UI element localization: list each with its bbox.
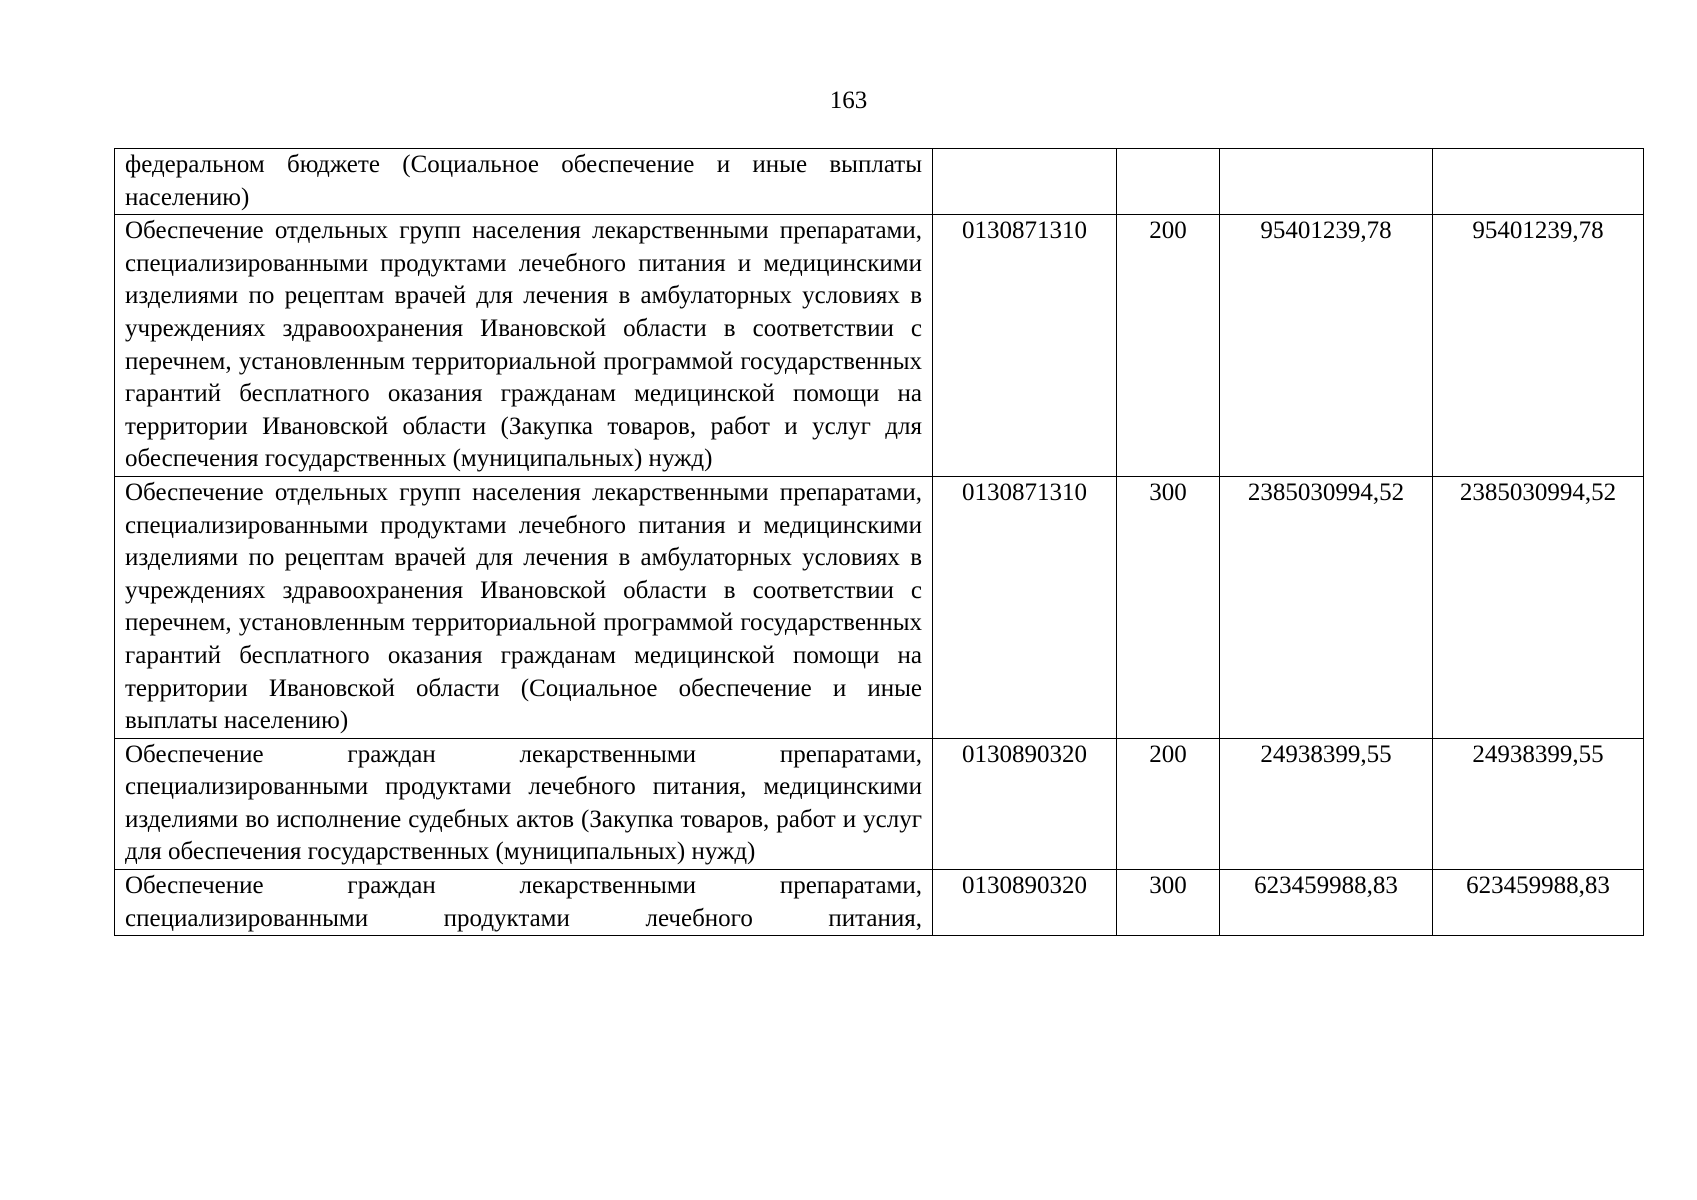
row-amount-1: 623459988,83 [1220,870,1433,936]
row-target-code: 0130871310 [933,476,1117,738]
table-row [115,215,1644,477]
row-description: федеральном бюджете (Социальное обеспечение и иные выплаты населению) [115,149,933,215]
row-target-code: 0130890320 [933,738,1117,869]
row-description: Обеспечение граждан лекарственными препаратами, специализированными продуктами лечебного питания, [115,870,933,936]
row-target-code: 0130871310 [933,215,1117,477]
row-amount-1: 95401239,78 [1220,215,1433,477]
row-description: Обеспечение отдельных групп населения лекарственными препаратами, специализированными продуктами лечебного питания и медицинскими изделиями по рецептам врачей для лечения в амбулаторных условиях в учреждениях здравоохранения Ивановской области в соответствии с перечнем, установленным территориальной программой государственных гарантий бесплатного оказания гражданам медицинской помощи на территории Ивановской области (Закупка товаров, работ и услуг для обеспечения государственных (муниципальных) нужд) [115,215,933,477]
page-number: 163 [829,87,868,114]
row-amount-2: 95401239,78 [1433,215,1644,477]
row-description: Обеспечение граждан лекарственными препаратами, специализированными продуктами лечебного питания, медицинскими изделиями во исполнение судебных актов (Закупка товаров, работ и услуг для обеспечения государственных (муниципальных) нужд) [115,738,933,869]
row-expense-type: 300 [1117,870,1220,936]
row-expense-type: 300 [1117,476,1220,738]
row-description: Обеспечение отдельных групп населения лекарственными препаратами, специализированными продуктами лечебного питания и медицинскими изделиями по рецептам врачей для лечения в амбулаторных условиях в учреждениях здравоохранения Ивановской области в соответствии с перечнем, установленным территориальной программой государственных гарантий бесплатного оказания гражданам медицинской помощи на территории Ивановской области (Социальное обеспечение и иные выплаты населению) [115,476,933,738]
row-target-code: 0130890320 [933,870,1117,936]
row-amount-2: 2385030994,52 [1433,476,1644,738]
table-row [115,870,1644,936]
row-amount-2: 24938399,55 [1433,738,1644,869]
row-amount-1: 24938399,55 [1220,738,1433,869]
row-expense-type [1117,149,1220,215]
budget-table [114,148,1644,936]
row-amount-1: 2385030994,52 [1220,476,1433,738]
row-amount-2: 623459988,83 [1433,870,1644,936]
row-expense-type: 200 [1117,738,1220,869]
table-row [115,476,1644,738]
table-row [115,149,1644,215]
row-amount-2 [1433,149,1644,215]
table-row [115,738,1644,869]
row-target-code [933,149,1117,215]
row-expense-type: 200 [1117,215,1220,477]
row-amount-1 [1220,149,1433,215]
